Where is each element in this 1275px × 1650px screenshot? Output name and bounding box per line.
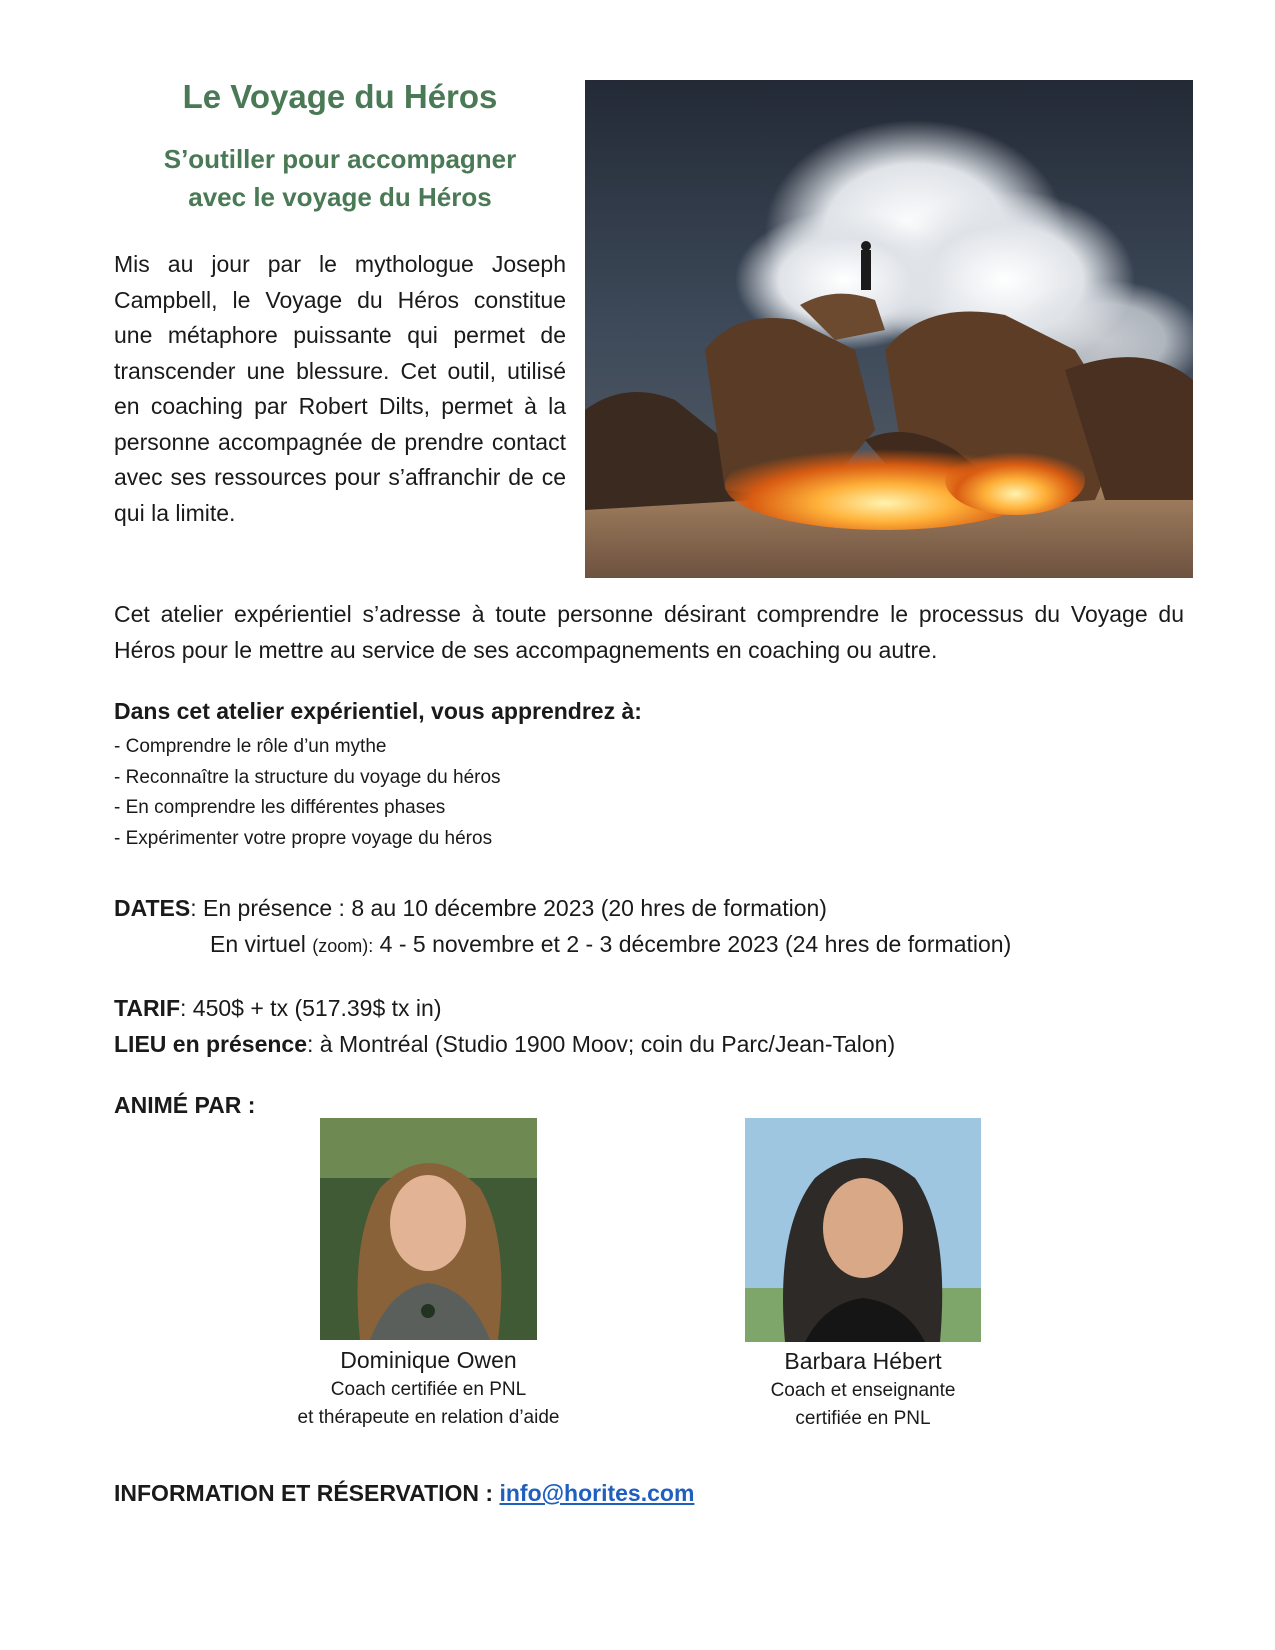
person-role-line-1: Coach et enseignante xyxy=(770,1380,956,1401)
list-item: - Comprendre le rôle d’un mythe xyxy=(114,736,387,757)
learn-heading: Dans cet atelier expérientiel, vous apprendrez à: xyxy=(114,698,642,724)
person-role-line-2: et thérapeute en relation d’aide xyxy=(297,1407,560,1428)
person-name: Barbara Hébert xyxy=(784,1348,942,1374)
dates-section xyxy=(114,890,1011,964)
dates-label: DATES xyxy=(114,895,191,921)
lieu-line xyxy=(114,1026,895,1062)
dates-virtual-prefix: En virtuel xyxy=(210,931,313,957)
tarif-section xyxy=(114,990,895,1062)
hero-rocks-fire-illustration xyxy=(585,80,1193,578)
person-role-line-1: Coach certifiée en PNL xyxy=(330,1379,527,1400)
photo-dominique-owen xyxy=(320,1118,537,1340)
tarif-label: TARIF xyxy=(114,995,181,1021)
dates-presence: : En présence : 8 au 10 décembre 2023 (20 hres de formation) xyxy=(190,895,827,921)
person-name: Dominique Owen xyxy=(340,1347,517,1373)
list-item: - Expérimenter votre propre voyage du héros xyxy=(114,827,493,849)
portrait-illustration xyxy=(320,1118,537,1340)
lieu-value: : à Montréal (Studio 1900 Moov; coin du Parc/Jean-Talon) xyxy=(307,1031,896,1057)
anime-par-heading: ANIMÉ PAR : xyxy=(114,1092,256,1118)
dates-virtual-rest: 4 - 5 novembre et 2 - 3 décembre 2023 (24 hres de formation) xyxy=(373,931,1012,957)
page-title: Le Voyage du Héros xyxy=(182,78,498,115)
photo-barbara-hebert xyxy=(745,1118,981,1342)
list-item: - En comprendre les différentes phases xyxy=(114,797,446,818)
subtitle-line-2: avec le voyage du Héros xyxy=(188,182,492,212)
dates-virtual-zoom: (zoom): xyxy=(312,936,374,956)
page-subtitle xyxy=(110,140,570,216)
tarif-value: : 450$ + tx (517.39$ tx in) xyxy=(180,995,442,1021)
lieu-label: LIEU en présence xyxy=(114,1031,308,1057)
dates-line-presence xyxy=(114,890,1011,926)
person-role-line-2: certifiée en PNL xyxy=(795,1408,931,1429)
dates-line-virtual xyxy=(114,926,1011,964)
person-dominique-owen xyxy=(260,1344,597,1432)
list-item: - Reconnaître la structure du voyage du héros xyxy=(114,766,501,788)
contact-label: INFORMATION ET RÉSERVATION : xyxy=(114,1480,500,1506)
hero-image xyxy=(585,80,1193,578)
subtitle-line-1: S’outiller pour accompagner xyxy=(163,144,517,174)
email-link[interactable]: info@horites.com xyxy=(499,1480,695,1506)
contact-line xyxy=(114,1480,694,1507)
audience-paragraph: Cet atelier expérientiel s’adresse à toute personne désirant comprendre le processus du Voyage du Héros pour le mettre au service de ses accompagnements en coaching ou autre. xyxy=(114,601,1184,663)
portrait-illustration xyxy=(745,1118,981,1342)
tarif-line xyxy=(114,990,895,1026)
learn-list xyxy=(114,732,501,854)
intro-paragraph: Mis au jour par le mythologue Joseph Campbell, le Voyage du Héros constitue une métaphore puissante qui permet de transcender une blessure. Cet outil, utilisé en coaching par Robert Dilts, permet à la personne accompagnée de prendre contact avec ses ressources pour s’affranchir de ce qui la limite. xyxy=(114,251,566,526)
person-barbara-hebert xyxy=(700,1345,1026,1433)
